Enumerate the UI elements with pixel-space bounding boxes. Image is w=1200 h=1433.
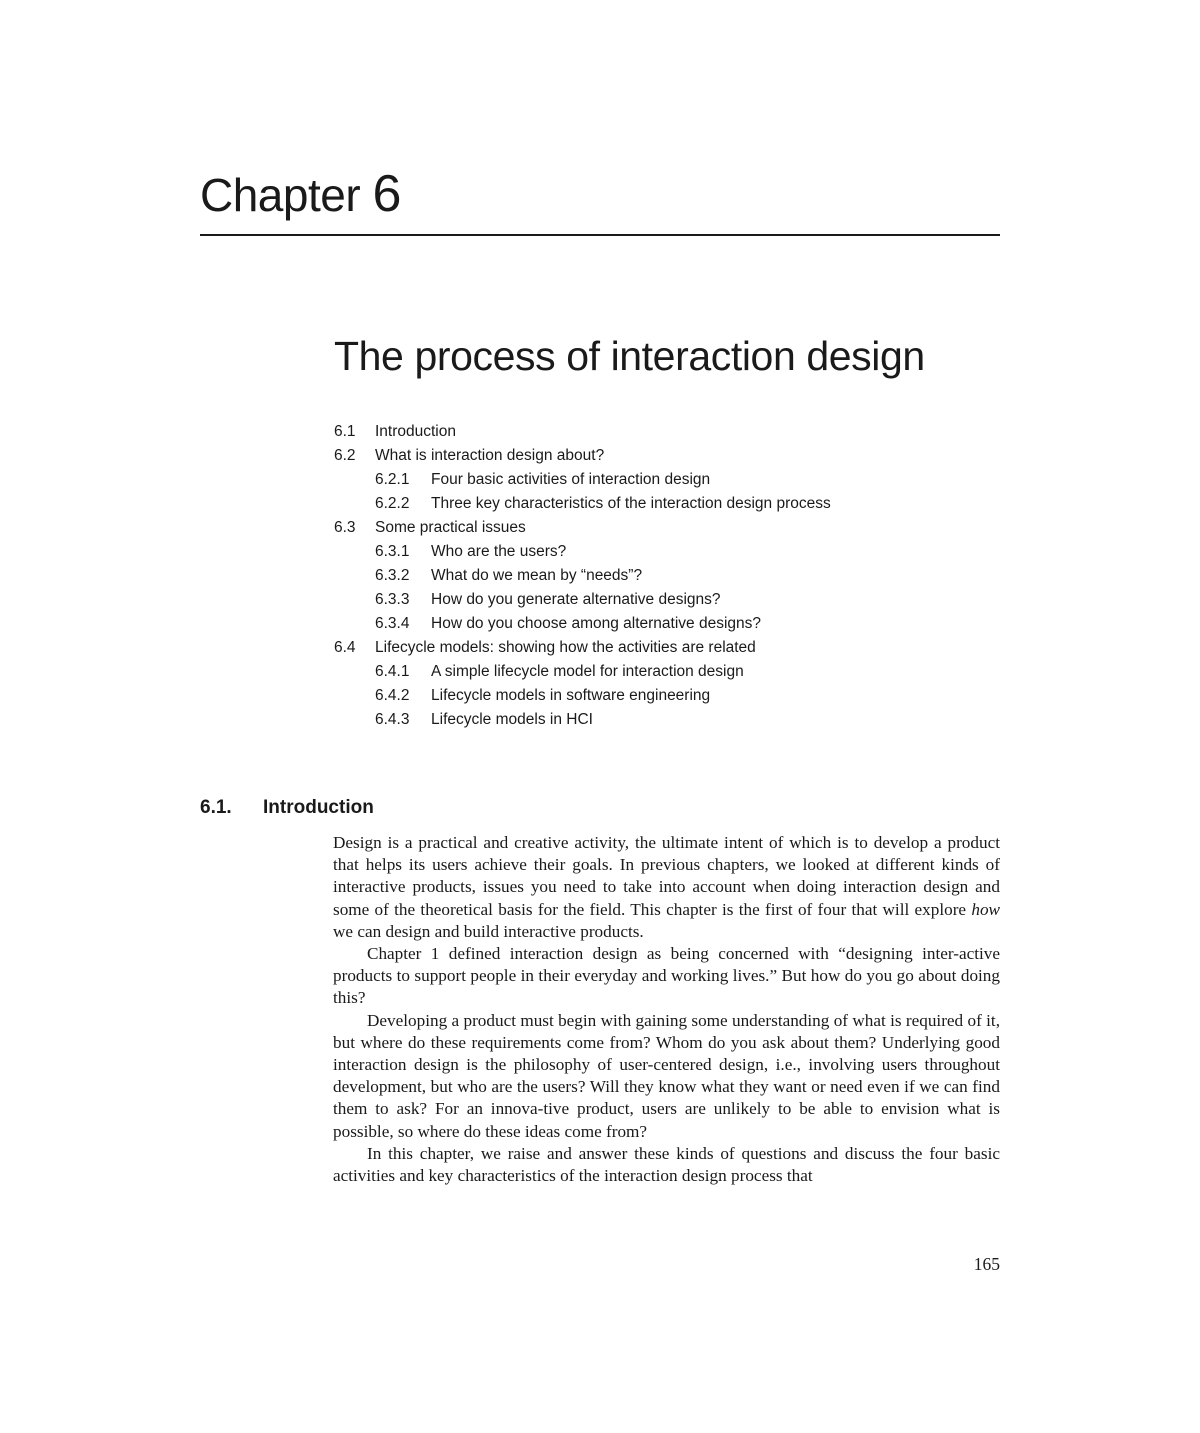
toc-item [334, 420, 831, 444]
toc-number: 6.2 [334, 447, 356, 464]
toc-label: Who are the users? [431, 543, 567, 560]
toc-item [334, 660, 831, 684]
toc-item [334, 444, 831, 468]
paragraph-text: Design is a practical and creative activity, the ultimate intent of which is to develop a product that helps its users achieve their goals. In previous chapters, we looked at different kinds of interactive products, issues you need to take into account when doing interaction design and some of the theoretical basis for the field. This chapter is the first of four that will explore [333, 833, 1000, 919]
chapter-label [200, 165, 401, 223]
toc-item [334, 492, 831, 516]
toc-number: 6.2.1 [375, 471, 410, 488]
toc-label: What is interaction design about? [375, 447, 605, 464]
paragraph-text: we can design and build interactive products. [333, 921, 644, 941]
toc-number: 6.2.2 [375, 495, 410, 512]
toc-label: What do we mean by “needs”? [431, 567, 643, 584]
section-number: 6.1. [200, 797, 232, 818]
paragraph [333, 832, 1000, 943]
chapter-rule [200, 234, 1000, 236]
toc-label: A simple lifecycle model for interaction design [431, 663, 744, 680]
toc-number: 6.3.2 [375, 567, 410, 584]
toc-label: Lifecycle models in software engineering [431, 687, 711, 704]
page-number: 165 [973, 1254, 1000, 1274]
toc-item [334, 468, 831, 492]
toc-item [334, 684, 831, 708]
toc-number: 6.3.1 [375, 543, 410, 560]
toc-label: Three key characteristics of the interaction design process [431, 495, 831, 512]
toc-number: 6.4 [334, 639, 356, 656]
chapter-number: 6 [372, 165, 401, 223]
toc-item [334, 612, 831, 636]
toc-number: 6.3.3 [375, 591, 410, 608]
toc-number: 6.1 [334, 423, 356, 440]
toc-item [334, 540, 831, 564]
toc-number: 6.4.3 [375, 711, 410, 728]
section-title: Introduction [263, 797, 374, 818]
toc-number: 6.4.2 [375, 687, 410, 704]
toc-number: 6.4.1 [375, 663, 410, 680]
toc-item [334, 588, 831, 612]
toc-item [334, 564, 831, 588]
toc-label: Some practical issues [375, 519, 526, 536]
chapter-title: The process of interaction design [334, 333, 925, 379]
table-of-contents [334, 420, 831, 732]
toc-item [334, 516, 831, 540]
chapter-word: Chapter [200, 169, 361, 221]
toc-number: 6.3 [334, 519, 356, 536]
section-heading [200, 797, 374, 819]
toc-label: How do you choose among alternative designs? [431, 615, 762, 632]
paragraph: Developing a product must begin with gaining some understanding of what is required of it, but where do these requirements come from? Whom do you ask about them? Underlying good interaction design is the philosophy of user-centered design, i.e., involving users throughout development, but who are the users? Will they know what they want or need even if we can find them to ask? For an innova-tive product, users are unlikely to be able to envision what is possible, so where do these ideas come from? [333, 1010, 1000, 1141]
toc-label: Four basic activities of interaction design [431, 471, 711, 488]
emphasis: how [971, 899, 1000, 919]
paragraph: In this chapter, we raise and answer these kinds of questions and discuss the four basic activities and key characteristics of the interaction design process that [333, 1143, 1000, 1186]
body-text [333, 832, 1000, 1187]
toc-number: 6.3.4 [375, 615, 410, 632]
toc-label: Lifecycle models in HCI [431, 711, 593, 728]
paragraph: Chapter 1 defined interaction design as being concerned with “designing inter-active products to support people in their everyday and working lives.” But how do you go about doing this? [333, 944, 1000, 1008]
toc-label: Lifecycle models: showing how the activities are related [375, 639, 756, 656]
toc-item [334, 708, 831, 732]
toc-label: How do you generate alternative designs? [431, 591, 721, 608]
toc-item [334, 636, 831, 660]
toc-label: Introduction [375, 423, 456, 440]
